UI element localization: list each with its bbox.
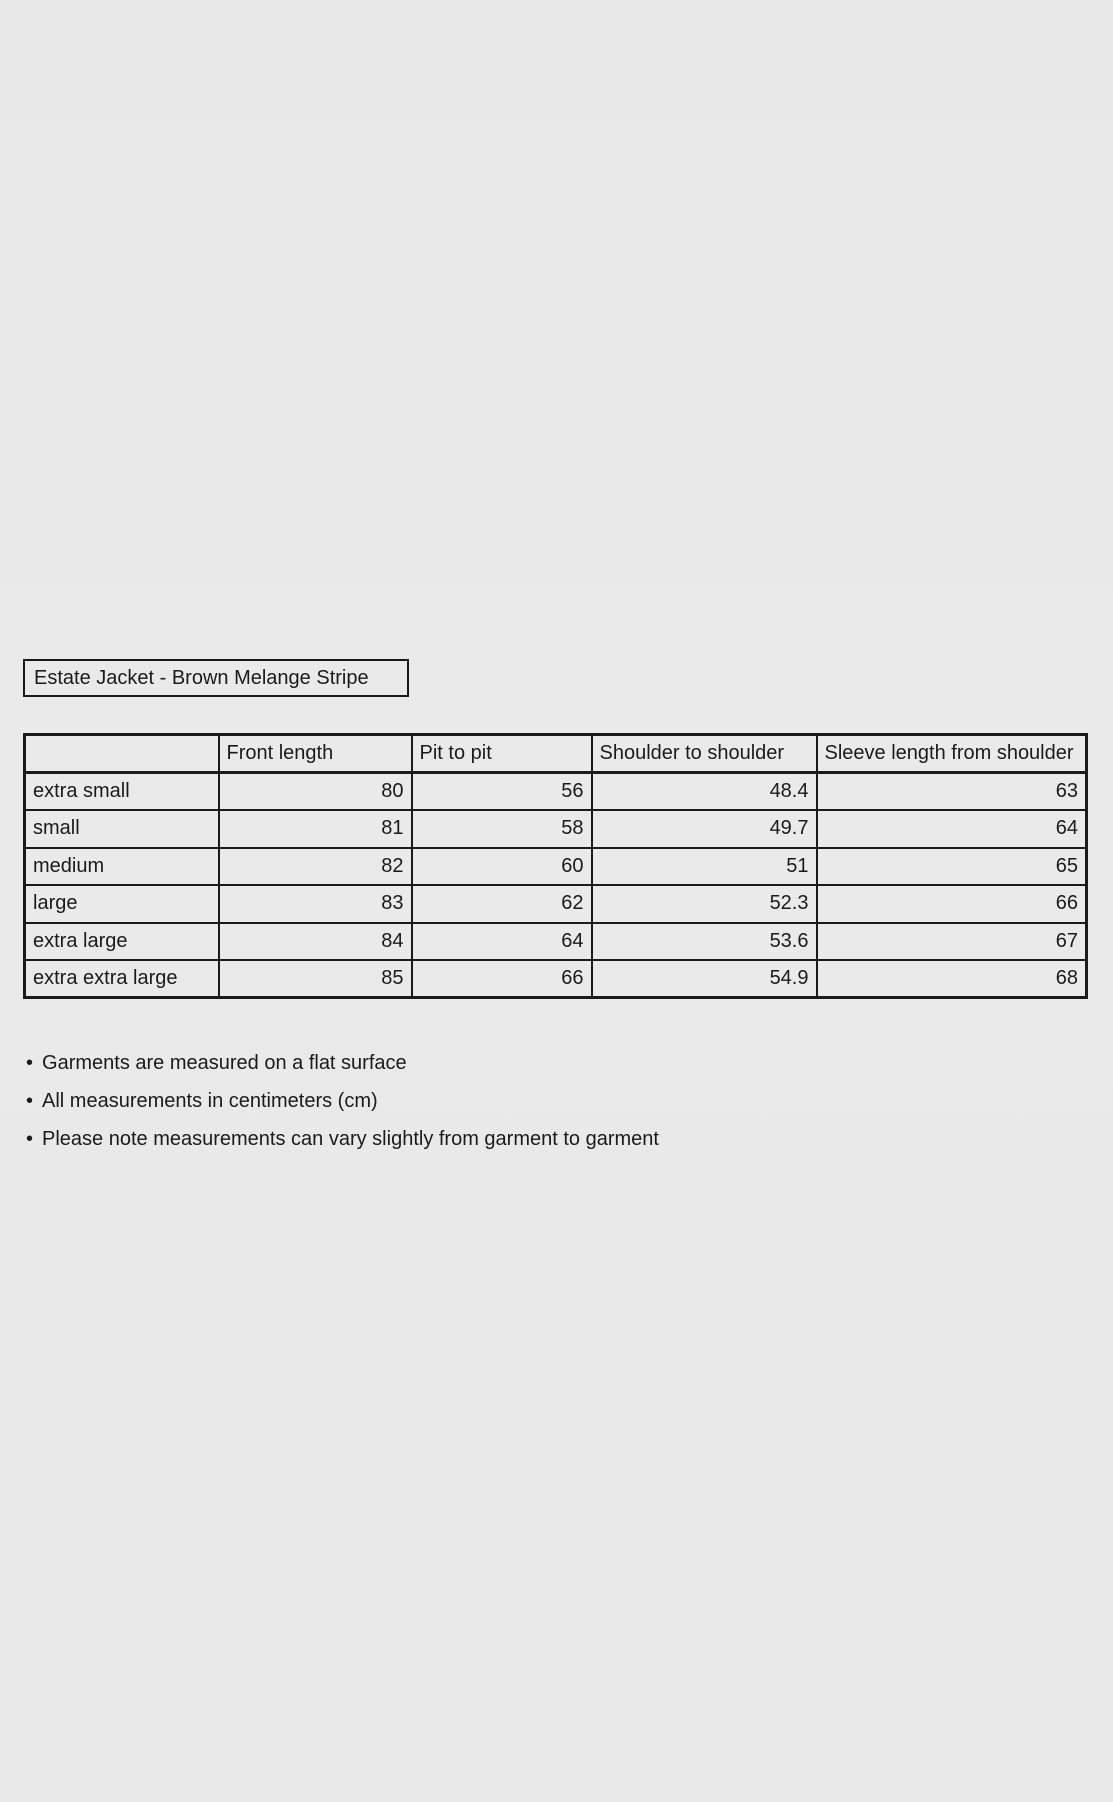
pit-to-pit-value: 64 bbox=[412, 923, 592, 961]
shoulder-to-shoulder-value: 52.3 bbox=[592, 885, 817, 923]
front-length-value: 84 bbox=[219, 923, 412, 961]
table-row bbox=[25, 923, 1087, 961]
size-label: medium bbox=[25, 848, 219, 886]
front-length-value: 83 bbox=[219, 885, 412, 923]
table-row bbox=[25, 885, 1087, 923]
size-column-header bbox=[25, 735, 219, 773]
note-line bbox=[26, 1120, 659, 1158]
table-row bbox=[25, 773, 1087, 811]
sleeve-length-value: 66 bbox=[817, 885, 1087, 923]
note-text: Please note measurements can vary slightly from garment to garment bbox=[42, 1128, 659, 1150]
bullet-icon: • bbox=[26, 1090, 34, 1112]
size-label: extra large bbox=[25, 923, 219, 961]
table-row bbox=[25, 960, 1087, 998]
shoulder-to-shoulder-value: 53.6 bbox=[592, 923, 817, 961]
front-length-value: 85 bbox=[219, 960, 412, 998]
sleeve-length-value: 63 bbox=[817, 773, 1087, 811]
shoulder-to-shoulder-value: 49.7 bbox=[592, 810, 817, 848]
table-row bbox=[25, 848, 1087, 886]
shoulder-to-shoulder-value: 51 bbox=[592, 848, 817, 886]
note-text: Garments are measured on a flat surface bbox=[42, 1052, 407, 1074]
product-title: Estate Jacket - Brown Melange Stripe bbox=[34, 666, 369, 689]
note-text: All measurements in centimeters (cm) bbox=[42, 1090, 378, 1112]
shoulder-to-shoulder-value: 48.4 bbox=[592, 773, 817, 811]
pit-to-pit-value: 60 bbox=[412, 848, 592, 886]
measurement-notes bbox=[26, 1044, 659, 1158]
table-header-row bbox=[25, 735, 1087, 773]
sleeve-length-header: Sleeve length from shoulder bbox=[817, 735, 1087, 773]
product-title-box bbox=[23, 659, 409, 697]
sleeve-length-value: 65 bbox=[817, 848, 1087, 886]
table-row bbox=[25, 810, 1087, 848]
front-length-value: 81 bbox=[219, 810, 412, 848]
sleeve-length-value: 64 bbox=[817, 810, 1087, 848]
front-length-header: Front length bbox=[219, 735, 412, 773]
sleeve-length-value: 68 bbox=[817, 960, 1087, 998]
note-line bbox=[26, 1082, 659, 1120]
size-measurements-table bbox=[23, 733, 1088, 999]
pit-to-pit-header: Pit to pit bbox=[412, 735, 592, 773]
size-label: extra extra large bbox=[25, 960, 219, 998]
shoulder-to-shoulder-header: Shoulder to shoulder bbox=[592, 735, 817, 773]
bullet-icon: • bbox=[26, 1128, 34, 1150]
size-label: large bbox=[25, 885, 219, 923]
size-label: extra small bbox=[25, 773, 219, 811]
pit-to-pit-value: 58 bbox=[412, 810, 592, 848]
bullet-icon: • bbox=[26, 1052, 34, 1074]
size-label: small bbox=[25, 810, 219, 848]
front-length-value: 82 bbox=[219, 848, 412, 886]
shoulder-to-shoulder-value: 54.9 bbox=[592, 960, 817, 998]
note-line bbox=[26, 1044, 659, 1082]
pit-to-pit-value: 66 bbox=[412, 960, 592, 998]
sleeve-length-value: 67 bbox=[817, 923, 1087, 961]
pit-to-pit-value: 56 bbox=[412, 773, 592, 811]
front-length-value: 80 bbox=[219, 773, 412, 811]
pit-to-pit-value: 62 bbox=[412, 885, 592, 923]
